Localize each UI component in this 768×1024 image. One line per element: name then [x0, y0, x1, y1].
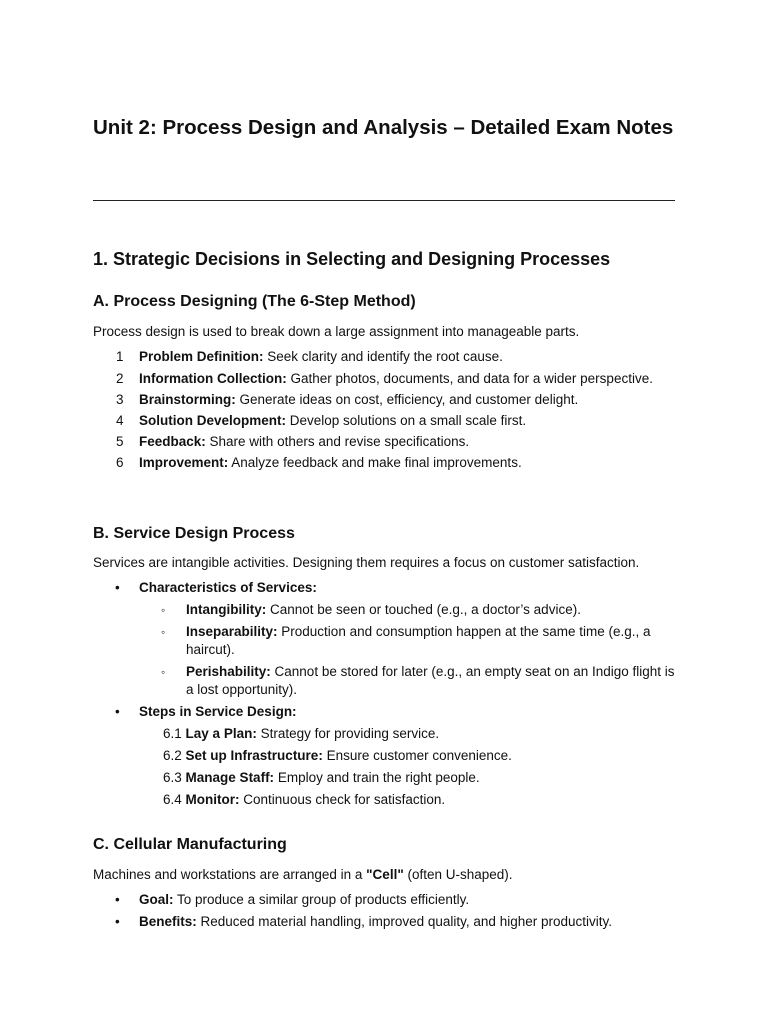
- list-item: [93, 348, 675, 366]
- step-text: Seek clarity and identify the root cause.: [263, 349, 503, 364]
- step-number: 6.1: [163, 726, 182, 741]
- intro-text: Machines and workstations are arranged in a: [93, 867, 367, 882]
- list-number: 3: [116, 392, 124, 407]
- section-1-heading: 1. Strategic Decisions in Selecting and Designing Processes: [93, 249, 611, 269]
- intro-bold-term: "Cell": [366, 867, 404, 882]
- item-text: Reduced material handling, improved quality, and higher productivity.: [196, 914, 612, 929]
- circle-bullet-icon: ◦: [161, 625, 166, 639]
- section-b-intro: Services are intangible activities. Designing them requires a focus on customer satisfaction.: [93, 555, 640, 570]
- bullet-icon: •: [115, 580, 120, 595]
- step-term: Lay a Plan:: [185, 726, 257, 741]
- step-term: Feedback:: [139, 434, 206, 449]
- list-item: [93, 454, 675, 472]
- step-text: Ensure customer convenience.: [322, 748, 512, 763]
- section-a-heading: A. Process Designing (The 6-Step Method): [93, 293, 416, 310]
- step-text: Analyze feedback and make final improvements.: [228, 455, 522, 470]
- item-text: To produce a similar group of products efficiently.: [173, 892, 470, 907]
- horizontal-rule: [93, 200, 675, 201]
- characteristics-list: [139, 601, 675, 699]
- service-design-list: [93, 579, 675, 813]
- characteristic-term: Perishability:: [186, 664, 271, 679]
- list-item: [93, 412, 675, 430]
- list-item: [139, 601, 675, 619]
- step-term: Set up Infrastructure:: [185, 748, 323, 763]
- list-item: [93, 913, 675, 931]
- cellular-list: [93, 891, 675, 931]
- list-number: 4: [116, 413, 124, 428]
- section-a-intro: Process design is used to break down a large assignment into manageable parts.: [93, 324, 580, 339]
- step-term: Improvement:: [139, 455, 229, 470]
- list-number: 5: [116, 434, 124, 449]
- list-item: [139, 769, 675, 787]
- step-text: Continuous check for satisfaction.: [239, 792, 446, 807]
- step-text: Develop solutions on a small scale first.: [286, 413, 527, 428]
- step-text: Share with others and revise specifications.: [205, 434, 470, 449]
- step-term: Monitor:: [185, 792, 240, 807]
- intro-text: (often U-shaped).: [403, 867, 513, 882]
- step-term: Brainstorming:: [139, 392, 236, 407]
- section-c-heading: C. Cellular Manufacturing: [93, 836, 287, 853]
- list-number: 6: [116, 455, 124, 470]
- list-item: [139, 623, 675, 659]
- section-c-intro: [93, 867, 513, 882]
- step-term: Solution Development:: [139, 413, 287, 428]
- characteristic-term: Inseparability:: [186, 624, 278, 639]
- steps-label: Steps in Service Design:: [139, 704, 297, 719]
- step-text: Employ and train the right people.: [274, 770, 480, 785]
- list-item: [139, 791, 675, 809]
- item-term: Goal:: [139, 892, 174, 907]
- step-text: Gather photos, documents, and data for a wider perspective.: [286, 371, 653, 386]
- list-item: [139, 663, 675, 699]
- section-b-heading: B. Service Design Process: [93, 525, 295, 542]
- step-term: Manage Staff:: [185, 770, 275, 785]
- bullet-icon: •: [115, 914, 120, 929]
- six-step-list: [93, 348, 675, 472]
- step-number: 6.2: [163, 748, 182, 763]
- list-item: [93, 433, 675, 451]
- circle-bullet-icon: ◦: [161, 603, 166, 617]
- list-item: [93, 370, 675, 388]
- list-item: [93, 703, 675, 809]
- list-number: 1: [116, 349, 124, 364]
- list-item: [93, 891, 675, 909]
- characteristics-label: Characteristics of Services:: [139, 580, 317, 595]
- service-steps-list: [139, 725, 675, 809]
- characteristic-text: Cannot be seen or touched (e.g., a doctor’s advice).: [266, 602, 581, 617]
- step-term: Information Collection:: [139, 371, 287, 386]
- characteristic-text: Production and consumption happen at the same time (e.g., a haircut).: [186, 624, 651, 657]
- bullet-icon: •: [115, 892, 120, 907]
- bullet-icon: •: [115, 704, 120, 719]
- document-title: Unit 2: Process Design and Analysis – Detailed Exam Notes: [93, 116, 674, 139]
- circle-bullet-icon: ◦: [161, 665, 166, 679]
- list-number: 2: [116, 371, 124, 386]
- list-item: [93, 391, 675, 409]
- step-number: 6.4: [163, 792, 182, 807]
- characteristic-term: Intangibility:: [186, 602, 267, 617]
- item-term: Benefits:: [139, 914, 197, 929]
- list-item: [93, 579, 675, 699]
- step-text: Generate ideas on cost, efficiency, and customer delight.: [235, 392, 579, 407]
- list-item: [139, 725, 675, 743]
- step-text: Strategy for providing service.: [256, 726, 440, 741]
- list-item: [139, 747, 675, 765]
- characteristic-text: Cannot be stored for later (e.g., an empty seat on an Indigo flight is a lost opportunity).: [186, 664, 675, 697]
- step-term: Problem Definition:: [139, 349, 264, 364]
- step-number: 6.3: [163, 770, 182, 785]
